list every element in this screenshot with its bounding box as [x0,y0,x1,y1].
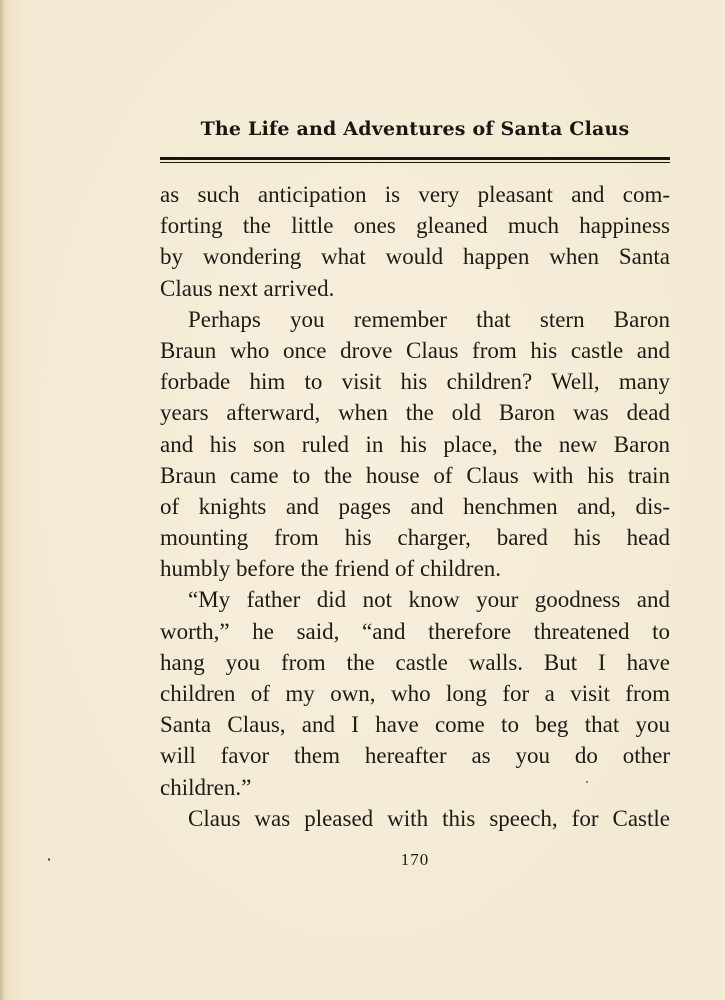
text-line: Braun came to the house of Claus with his train [160,462,670,488]
text-line: mounting from his charger, bared his head [160,525,670,551]
text-line: hang you from the castle walls. But I have [160,649,670,675]
text-line: of knights and pages and henchmen and, dis- [160,493,670,519]
text-line: years afterward, when the old Baron was dead [160,400,670,426]
header-rule-thick [160,157,670,160]
page-number: 170 [400,850,430,869]
running-header: The Life and Adventures of Santa Claus [200,118,630,140]
text-line: children of my own, who long for a visit from [160,681,670,706]
text-line: “My father did not know your goodness and [188,587,670,613]
text-line: Santa Claus, and I have come to beg that you [160,712,670,738]
paper-speck [586,781,588,783]
text-line: forting the little ones gleaned much happiness [160,213,670,239]
body-text [160,179,670,834]
page-gutter-shadow [0,0,5,1000]
text-line: Braun who once drove Claus from his castle and [160,337,670,363]
paper-speck [48,858,50,861]
text-line: and his son ruled in his place, the new Baron [160,431,670,457]
text-line: Claus was pleased with this speech, for Castle [188,805,670,831]
text-line: children.” [160,774,252,800]
text-line: forbade him to visit his children? Well, many [160,369,670,395]
text-line: as such anticipation is very pleasant and com- [160,182,670,207]
text-line: humbly before the friend of children. [160,556,502,582]
text-line: will favor them hereafter as you do other [160,743,670,769]
text-line: Claus next arrived. [160,275,335,301]
text-line: by wondering what would happen when Santa [160,244,670,270]
text-line: Perhaps you remember that stern Baron [188,306,670,332]
text-line: worth,” he said, “and therefore threatened to [160,618,670,644]
header-rule-thin [160,162,670,163]
